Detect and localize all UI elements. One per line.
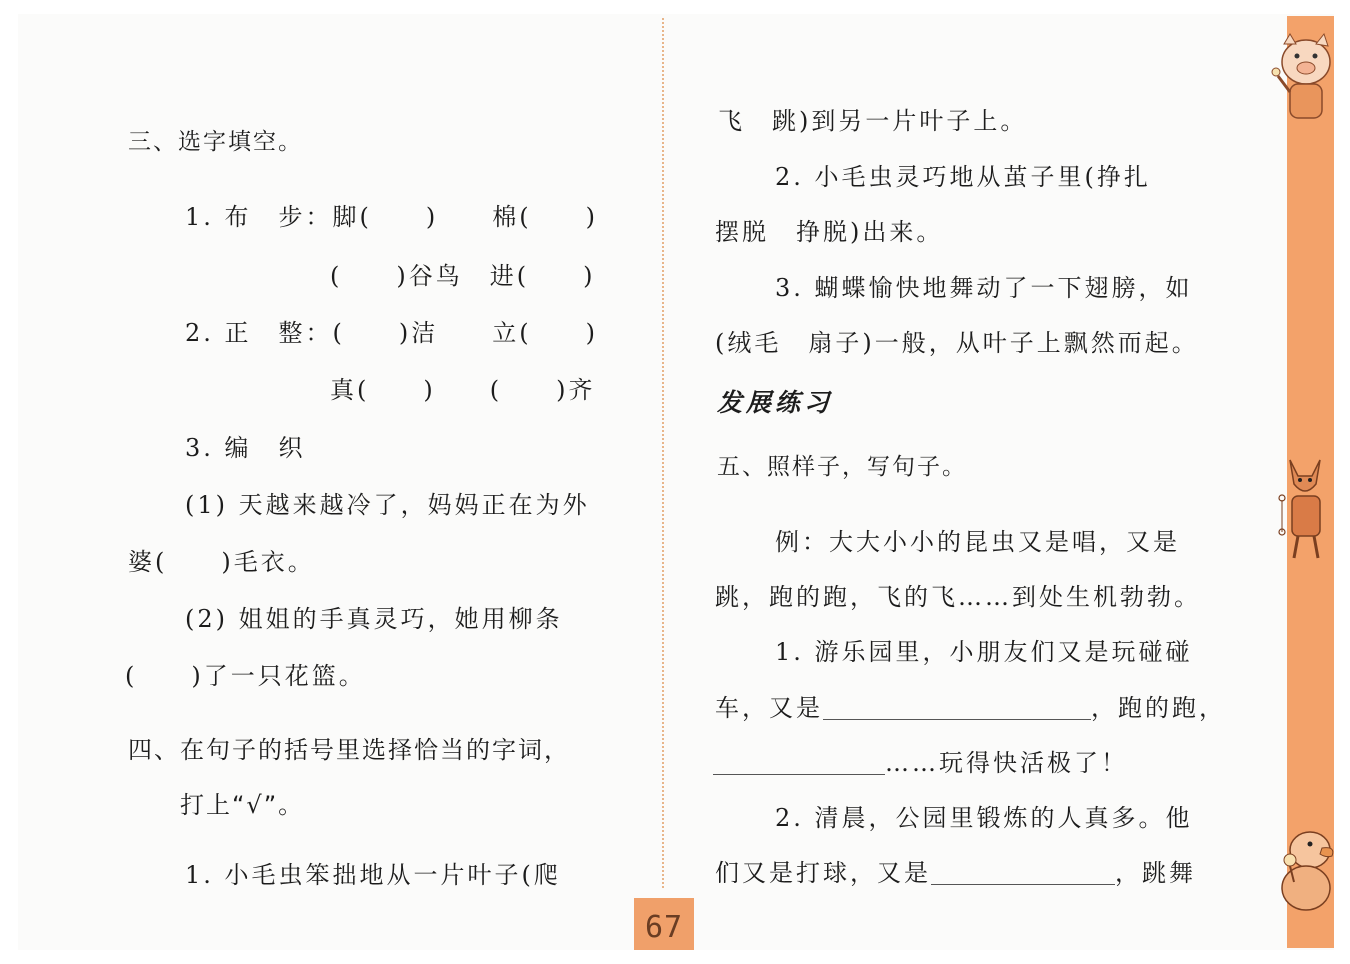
q3-2-line-b: 真( ) ( )齐	[330, 376, 596, 404]
q5-1-line-b	[715, 693, 1226, 723]
q4-2-line-b: 摆脱 挣脱)出来。	[715, 218, 944, 246]
fox-mascot-icon	[1272, 450, 1338, 570]
development-exercise-title: 发展练习	[717, 388, 834, 417]
example-line-b: 跳，跑的跑，飞的飞……到处生机勃勃。	[715, 583, 1201, 611]
q5-2-line-a: 2. 清晨，公园里锻炼的人真多。他	[775, 804, 1193, 832]
q4-3-line-a: 3. 蝴蝶愉快地舞动了一下翅膀，如	[775, 274, 1193, 302]
page-number: 67	[644, 910, 684, 945]
q5-1-blank-1[interactable]	[823, 697, 1091, 720]
q3-3-1-line-b: 婆( )毛衣。	[128, 548, 315, 576]
section3-title: 三、选字填空。	[128, 129, 303, 155]
duck-mascot-icon	[1270, 822, 1340, 922]
q3-3-2-line-a: (2) 姐姐的手真灵巧，她用柳条	[185, 605, 563, 633]
q4-2-line-a: 2. 小毛虫灵巧地从茧子里(挣扎	[775, 163, 1151, 191]
q5-1-blank-2[interactable]	[713, 752, 885, 775]
section4-title-a: 四、在句子的括号里选择恰当的字词，	[128, 736, 570, 764]
pig-mascot-icon	[1262, 28, 1342, 128]
q4-1-line-a: 1. 小毛虫笨拙地从一片叶子(爬	[185, 861, 561, 889]
q5-2-line-b-prefix: 们又是打球，又是	[715, 859, 931, 887]
q5-2-line-b-suffix: ，跳舞	[1115, 859, 1196, 887]
q3-1-line-a: 1. 布 步：脚( ) 棉( )	[185, 203, 598, 231]
q3-1-line-b: ( )谷鸟 进( )	[330, 262, 596, 290]
q3-3-title: 3. 编 织	[185, 434, 306, 462]
q3-3-2-line-b: ( )了一只花篮。	[125, 662, 366, 690]
q3-3-1-line-a: (1) 天越来越冷了，妈妈正在为外	[185, 491, 590, 519]
page-number-badge	[634, 898, 694, 950]
q3-2-line-a: 2. 正 整：( )洁 立( )	[185, 319, 598, 347]
q4-1-line-b: 飞 跳)到另一片叶子上。	[718, 107, 1028, 135]
q5-2-line-b	[715, 858, 1196, 888]
q5-1-line-c-suffix: ……玩得快活极了！	[885, 749, 1128, 777]
q5-1-line-b-prefix: 车，又是	[715, 694, 823, 722]
q5-1-line-a: 1. 游乐园里，小朋友们又是玩碰碰	[775, 638, 1193, 666]
q5-1-line-c	[713, 748, 1128, 778]
section4-title-b: 打上“√”。	[180, 791, 305, 819]
page-fold	[662, 18, 664, 888]
example-line-a: 例：大大小小的昆虫又是唱，又是	[775, 528, 1180, 556]
q4-3-line-b: (绒毛 扇子)一般，从叶子上飘然而起。	[715, 329, 1199, 357]
q5-1-line-b-suffix: ，跑的跑，	[1091, 694, 1226, 722]
q5-2-blank[interactable]	[931, 862, 1115, 885]
section5-title: 五、照样子，写句子。	[717, 454, 967, 480]
